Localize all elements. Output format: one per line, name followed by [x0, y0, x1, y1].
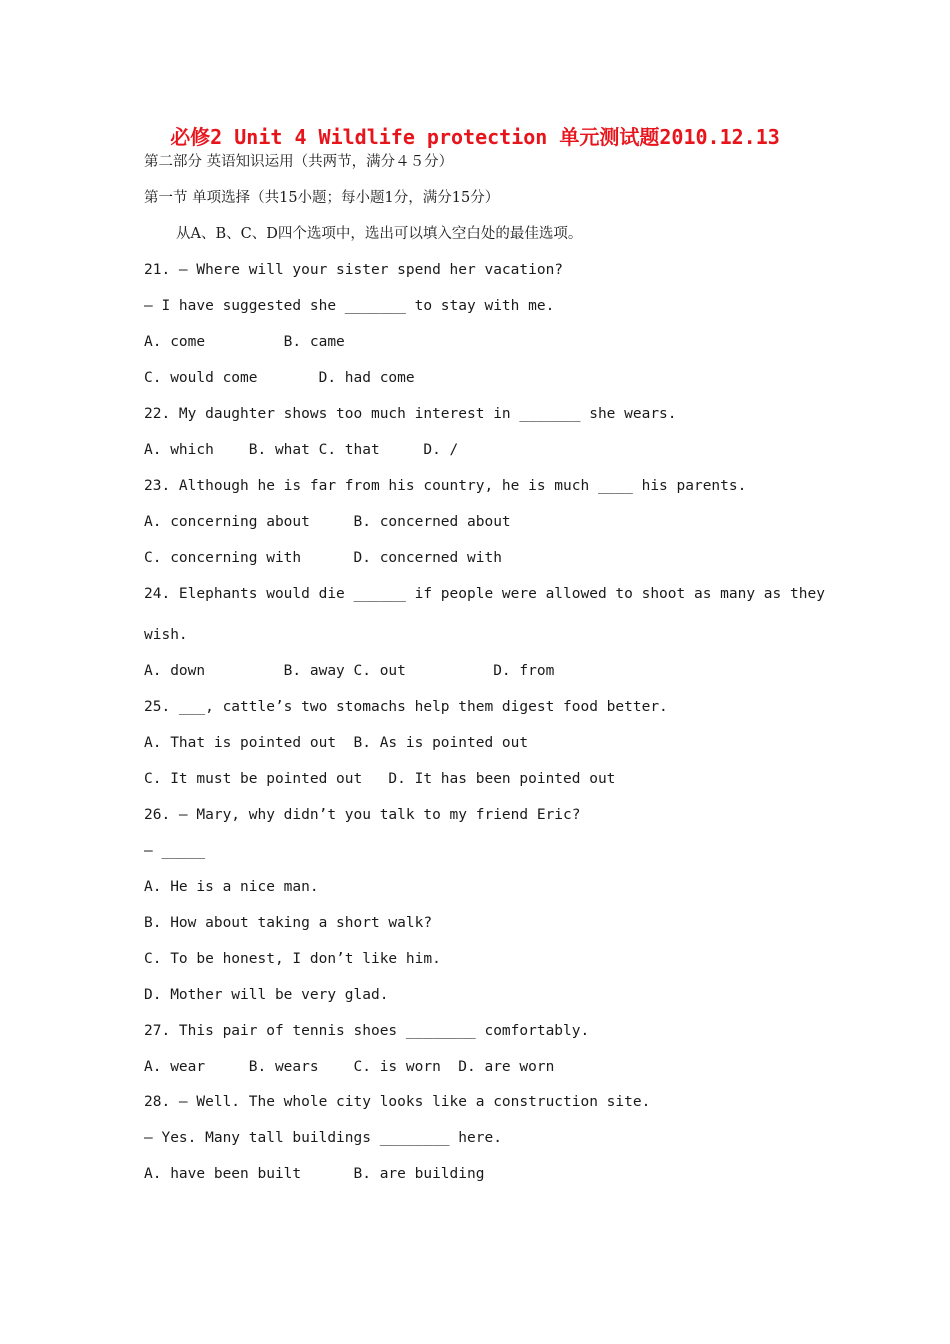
question-24-options: A. down B. away C. out D. from — [144, 663, 555, 679]
question-26-option-d: D. Mother will be very glad. — [144, 987, 389, 1003]
question-23-options-cd: C. concerning with D. concerned with — [144, 550, 502, 566]
section-header: 第二部分 英语知识运用（共两节，满分４５分） — [144, 154, 454, 170]
question-23-options-ab: A. concerning about B. concerned about — [144, 514, 511, 530]
question-28-stem: 28. — Well. The whole city looks like a construction site. — [144, 1094, 651, 1110]
question-25-stem: 25. ___, cattle’s two stomachs help them digest food better. — [144, 699, 668, 715]
question-28-options-ab: A. have been built B. are building — [144, 1166, 485, 1182]
document-title: 必修2 Unit 4 Wildlife protection 单元测试题2010.12.13 — [170, 125, 780, 149]
question-26-option-b: B. How about taking a short walk? — [144, 915, 433, 931]
question-26-option-c: C. To be honest, I don’t like him. — [144, 951, 441, 967]
question-27-options: A. wear B. wears C. is worn D. are worn — [144, 1059, 555, 1075]
question-21-stem: 21. — Where will your sister spend her vacation? — [144, 262, 564, 278]
question-26-reply: — _____ — [144, 843, 206, 859]
question-24-stem: 24. Elephants would die ______ if people were allowed to shoot as many as they — [144, 586, 825, 602]
question-25-options-ab: A. That is pointed out B. As is pointed out — [144, 735, 529, 751]
question-22-stem: 22. My daughter shows too much interest in _______ she wears. — [144, 406, 677, 422]
question-22-options: A. which B. what C. that D. / — [144, 442, 459, 458]
question-26-stem: 26. — Mary, why didn’t you talk to my friend Eric? — [144, 807, 581, 823]
question-28-reply: — Yes. Many tall buildings ________ here. — [144, 1130, 502, 1146]
question-21-reply: — I have suggested she _______ to stay with me. — [144, 298, 555, 314]
subsection-header: 第一节 单项选择（共15小题；每小题1分，满分15分） — [144, 190, 500, 206]
question-27-stem: 27. This pair of tennis shoes ________ comfortably. — [144, 1023, 590, 1039]
question-23-stem: 23. Although he is far from his country, he is much ____ his parents. — [144, 478, 747, 494]
question-26-option-a: A. He is a nice man. — [144, 879, 319, 895]
instructions: 从A、B、C、D四个选项中，选出可以填入空白处的最佳选项。 — [176, 226, 583, 242]
question-21-options-ab: A. come B. came — [144, 334, 345, 350]
question-21-options-cd: C. would come D. had come — [144, 370, 415, 386]
question-24-stem-cont: wish. — [144, 627, 188, 643]
question-25-options-cd: C. It must be pointed out D. It has been pointed out — [144, 771, 616, 787]
